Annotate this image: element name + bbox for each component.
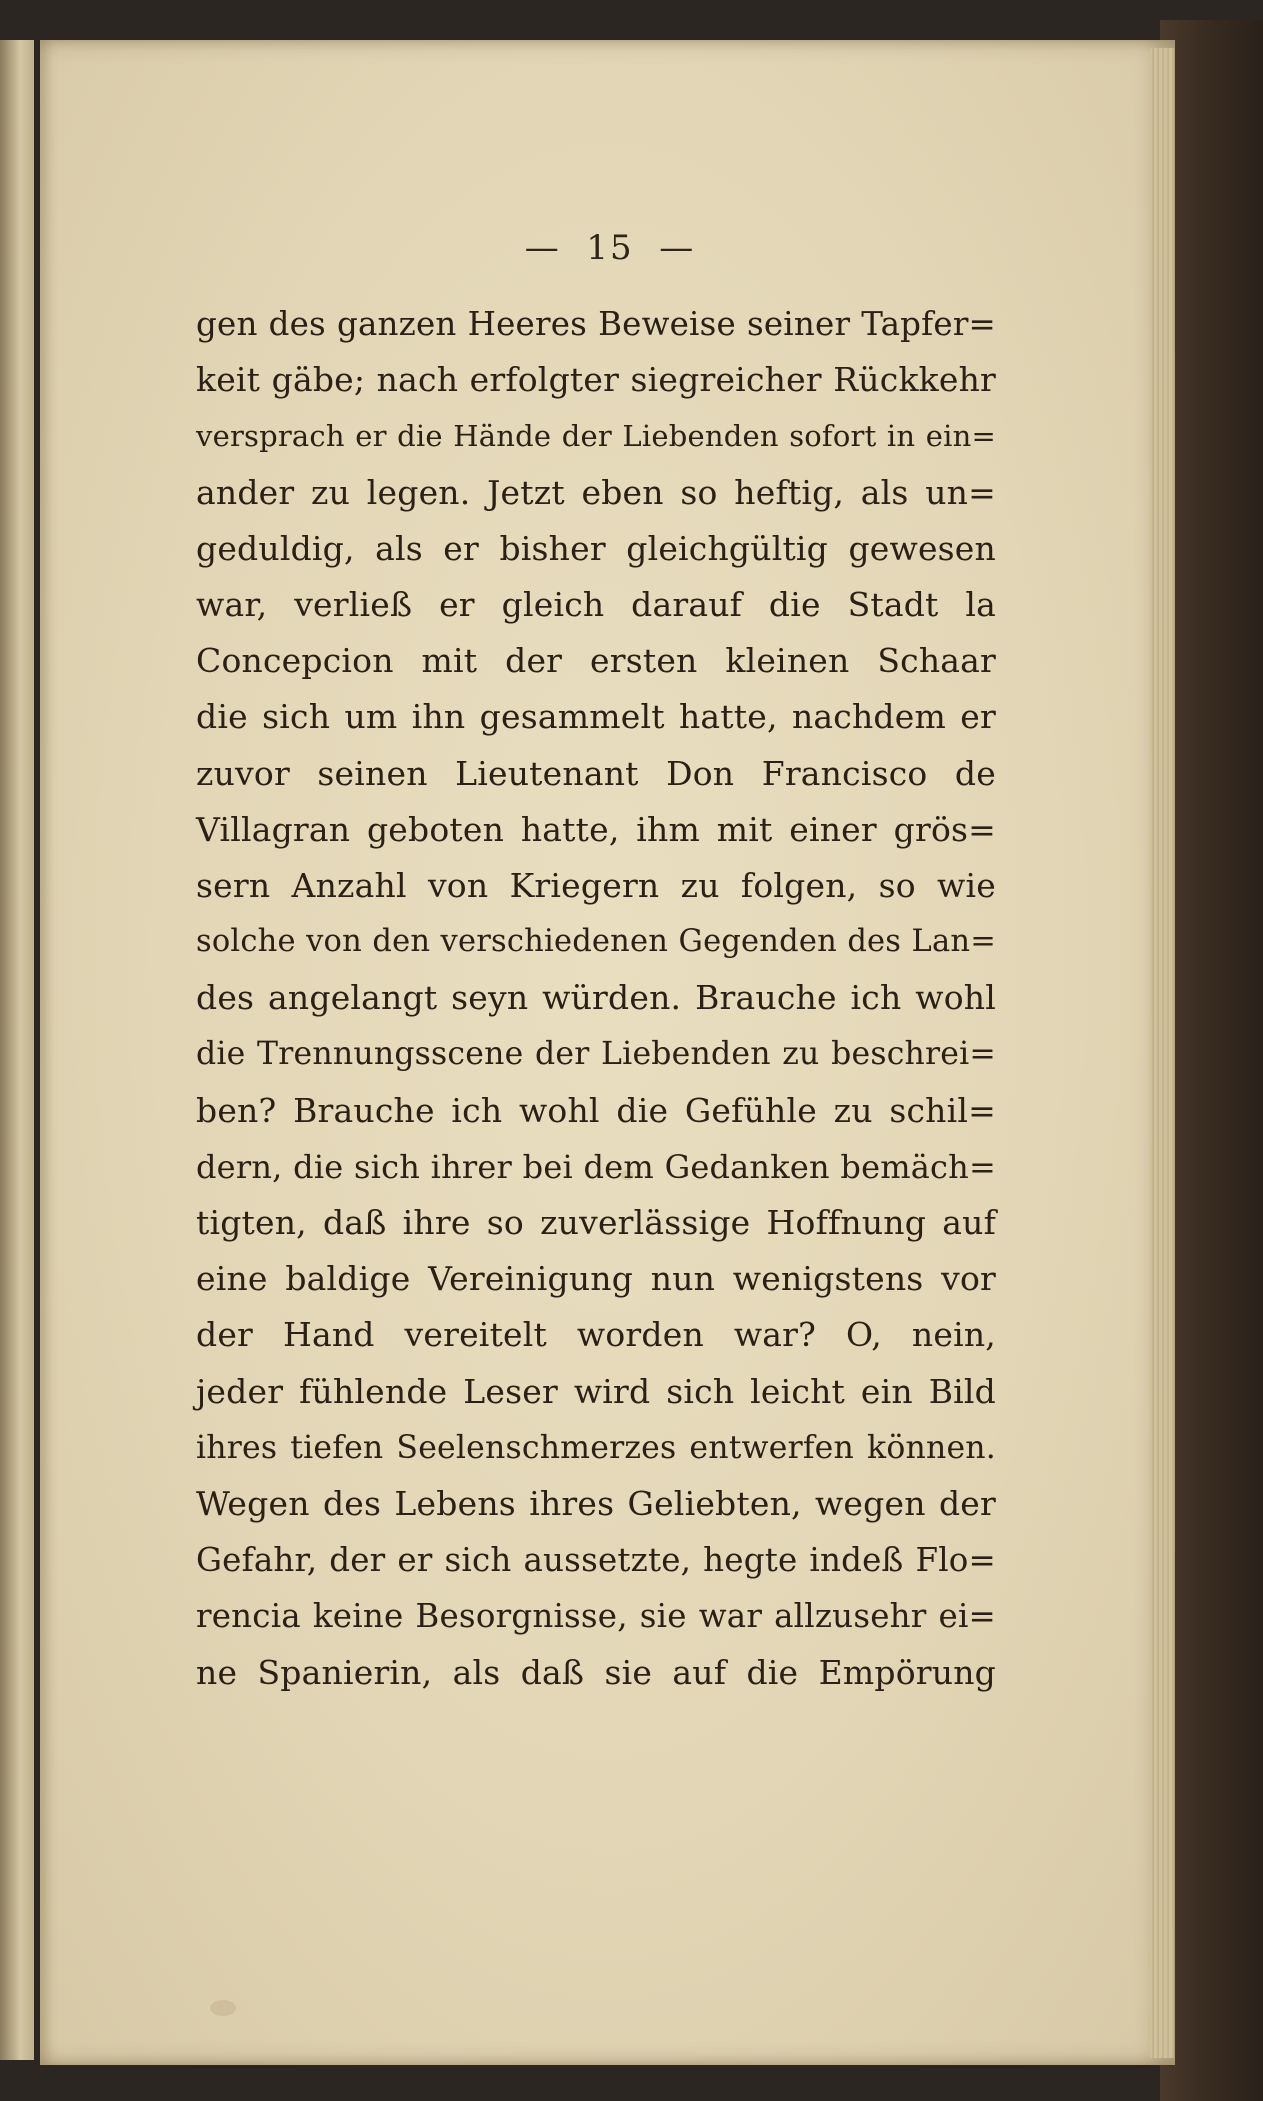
facing-page-edge xyxy=(0,40,34,2060)
text-line: Concepcion mit der ersten kleinen Schaar xyxy=(196,641,996,681)
text-line: der Hand vereitelt worden war? O, nein, xyxy=(196,1315,996,1355)
book-binding xyxy=(1160,20,1263,2101)
text-line: solche von den verschiedenen Gegenden des Lan= xyxy=(196,924,996,960)
text-line: die Trennungsscene der Liebenden zu beschrei= xyxy=(196,1036,996,1073)
paper-stain xyxy=(210,2000,236,2016)
page-number: — 15 — xyxy=(524,228,696,268)
page-fore-edge xyxy=(1150,48,1174,2058)
text-line: Villagran geboten hatte, ihm mit einer grös= xyxy=(196,809,996,849)
text-line: jeder fühlende Leser wird sich leicht ein Bild xyxy=(196,1371,996,1411)
body-text xyxy=(196,296,996,1701)
text-line: tigten, daß ihre so zuverlässige Hoffnung auf xyxy=(196,1203,996,1242)
text-line: des angelangt seyn würden. Brauche ich wohl xyxy=(196,978,996,1018)
text-line: dern, die sich ihrer bei dem Gedanken bemäch= xyxy=(196,1147,996,1186)
text-line: gen des ganzen Heeres Beweise seiner Tapfer= xyxy=(196,305,996,343)
text-line: die sich um ihn gesammelt hatte, nachdem er xyxy=(196,697,996,737)
text-line: Wegen des Lebens ihres Geliebten, wegen der xyxy=(196,1483,996,1523)
text-line: zuvor seinen Lieutenant Don Francisco de xyxy=(196,753,996,793)
text-line: versprach er die Hände der Liebenden sofort in ein= xyxy=(196,419,996,454)
text-line: war, verließ er gleich darauf die Stadt la xyxy=(196,584,996,624)
text-line: eine baldige Vereinigung nun wenigstens vor xyxy=(196,1259,996,1299)
text-line: ne Spanierin, als daß sie auf die Empörung xyxy=(196,1652,996,1692)
text-line: ben? Brauche ich wohl die Gefühle zu schil= xyxy=(196,1090,996,1130)
text-line: geduldig, als er bisher gleichgültig gewesen xyxy=(196,528,996,568)
text-line: Gefahr, der er sich aussetzte, hegte indeß Flo= xyxy=(196,1541,996,1580)
text-line: rencia keine Besorgnisse, sie war allzusehr ei= xyxy=(196,1597,996,1636)
text-line: keit gäbe; nach erfolgter siegreicher Rückkehr xyxy=(196,360,996,400)
text-line: ander zu legen. Jetzt eben so heftig, als un= xyxy=(196,472,996,512)
text-line: ihres tiefen Seelenschmerzes entwerfen können. xyxy=(196,1429,996,1466)
text-line: sern Anzahl von Kriegern zu folgen, so wie xyxy=(196,865,996,905)
